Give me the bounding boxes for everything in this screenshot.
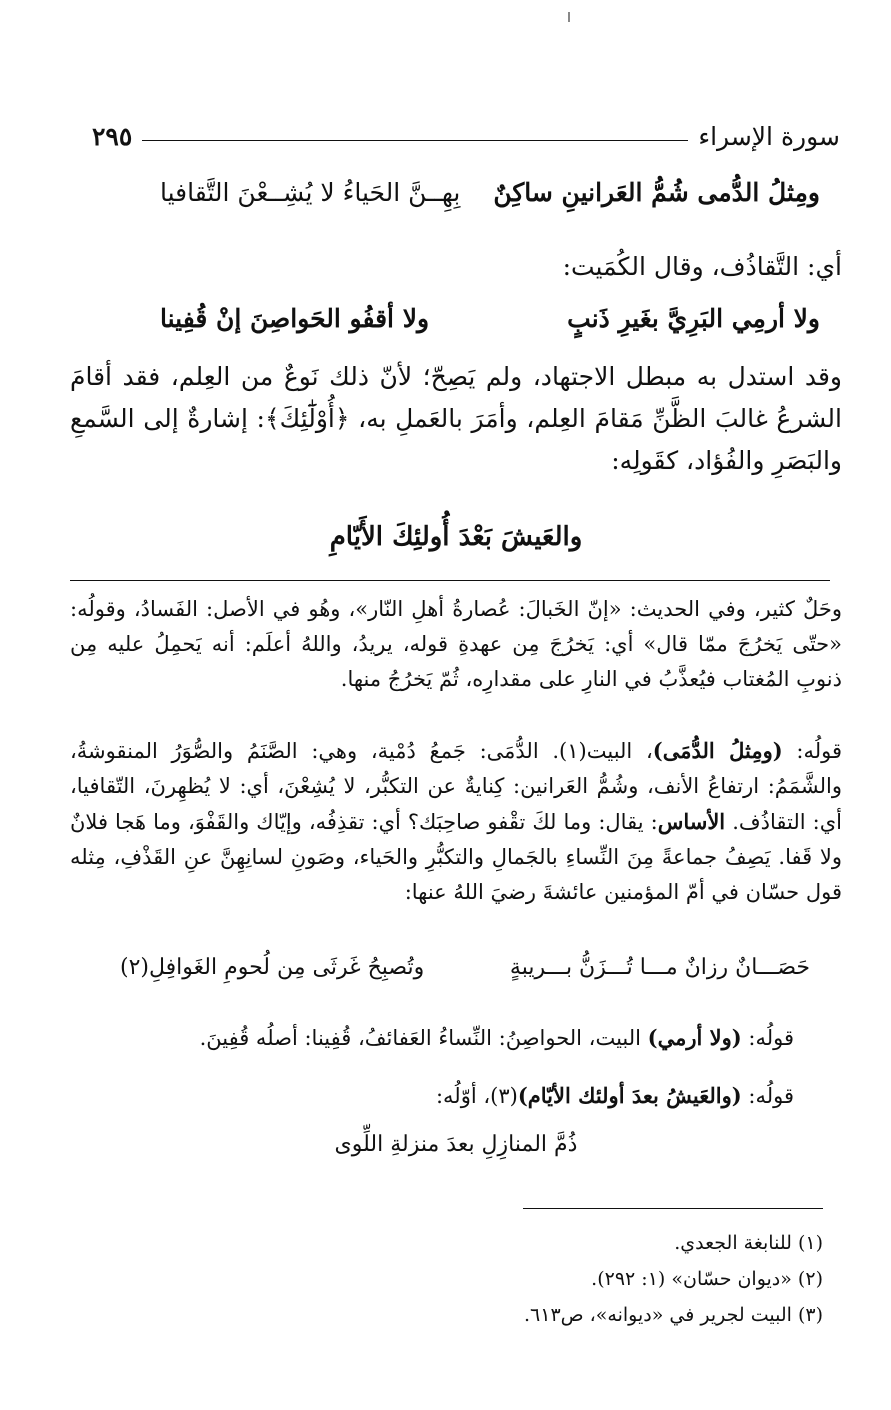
verse-2-first-hemistich: ولا أرمِي البَرِيَّ بغَيرِ ذَنبٍ [567, 304, 820, 333]
main-paragraph: وقد استدل به مبطل الاجتهاد، ولم يَصِحّ؛ لأنّ ذلك نَوعٌ من العِلم، فقد أقامَ الشرعُ غالبَ الظَّنِّ مَقامَ العِلم، وأمَرَ بالعَملِ به، ﴿أُوْلَٰٓئِكَ﴾: إشارةٌ إلى السَّمعِ والبَصَرِ والفُؤاد، كقَولِه: [70, 362, 842, 475]
p4-label: قولُه: [741, 1084, 794, 1108]
poem-verse-2 [160, 304, 820, 333]
commentary-paragraph-2 [70, 733, 842, 910]
p4-rest: (٣)، أوّلُه: [435, 1084, 518, 1108]
commentary-paragraph-4 [70, 1078, 842, 1114]
p3-quote: (ولا أرمي) [647, 1025, 742, 1050]
hassan-second-hemistich: وتُصبِحُ غَرثَى مِن لُحومِ الغَوافِلِ(٢) [120, 955, 425, 980]
hassan-first-hemistich: حَصَـــانٌ رزانٌ مـــا تُـــزَنُّ بـــريبةٍ [509, 955, 810, 980]
poem-verse-1 [160, 178, 820, 207]
main-text-line: أي: التَّقاذُف، وقال الكُمَيت: [562, 252, 842, 281]
centered-verse: والعَيشَ بَعْدَ أُولئِكَ الأَيّامِ [329, 522, 583, 552]
p3-label: قولُه: [741, 1026, 794, 1050]
commentary-separator [70, 580, 830, 581]
footnote-separator [523, 1208, 823, 1209]
p2-label: قولُه: [782, 739, 843, 763]
commentary-paragraph-1: وحَلٌ كثير، وفي الحديث: «إنّ الخَبالَ: عُصارةُ أهلِ النّار»، وهُو في الأصل: الفَسادُ، وقولُه: «حتّى يَخرُجَ ممّا قال» أي: يَخرُجَ مِن عهدةِ قوله، يريدُ، واللهُ أعلَم: أنه يَحمِلُ عليه مِن ذنوبِ المُغتاب فيُعذَّبُ في النارِ على مقدارِه، ثُمّ يَخرُجُ منها. [70, 597, 842, 691]
p4-quote: (والعَيشُ بعدَ أولئك الأيّام) [517, 1083, 742, 1108]
page-number: ٢٩٥ [92, 121, 133, 151]
p3-rest: البيت، الحواصِنُ: النِّساءُ العَفائفُ، قُفِينا: أصلُه قُفِينَ. [199, 1026, 648, 1050]
footnote-3: (٣) البيت لجرير في «ديوانه»، ص٦١٣. [523, 1304, 823, 1326]
commentary-verse: ذُمَّ المنازِلِ بعدَ منزلةِ اللِّوى [334, 1132, 578, 1157]
commentary-paragraph-3 [70, 1020, 842, 1056]
verse-1-first-hemistich: ومِثلُ الدُّمى شُمُّ العَرانينِ ساكِنٌ [493, 178, 820, 207]
footnote-1: (١) للنابغة الجعدي. [674, 1232, 823, 1254]
page-header [92, 118, 840, 154]
verse-2-second-hemistich: ولا أقفُو الحَواصِنَ إنْ قُفِينا [160, 304, 430, 333]
verse-1-second-hemistich: بِهِــنَّ الحَياءُ لا يُشِــعْنَ التَّقافيا [160, 178, 461, 207]
p2-tail: : يقال: وما لكَ تقْفو صاحِبَك؟ أي: تقذِفُه، وإيّاك والقَفْوَ، وما هَجا فلانٌ ولا قَفا. يَصِفُ جماعةً مِنَ النِّساءِ بالجَمالِ والتكبُّرِ والحَياء، وصَونِ لسانِهِنَّ عنِ القَذْفِ، مِثله قول حسّان في أمّ المؤمنين عائشةَ رضيَ اللهُ عنها: [70, 810, 842, 904]
hassan-verse [120, 955, 810, 980]
footnote-2: (٢) «ديوان حسّان» (١: ٢٩٢). [591, 1268, 823, 1290]
p2-quote: (ومِثلُ الدُّمَى) [652, 738, 783, 763]
scan-mark [568, 12, 570, 22]
surah-title: سورة الإسراء [698, 121, 840, 151]
p2-rest: ، البيت(١). الدُّمَى: جَمعُ دُمْية، وهي: الصَّنَمُ والصُّوَرُ المنقوشةُ، والشَّمَمُ: ارتفاعُ الأنف، وشُمُّ العَرانين: كِنايةٌ عن التكبُّر، لا يُشِعْنَ، أي: لا يُظهِرنَ، التّقافيا، أي: التقاذُف. [70, 739, 842, 834]
p2-asas: الأساس [657, 809, 726, 834]
header-rule [142, 140, 688, 141]
